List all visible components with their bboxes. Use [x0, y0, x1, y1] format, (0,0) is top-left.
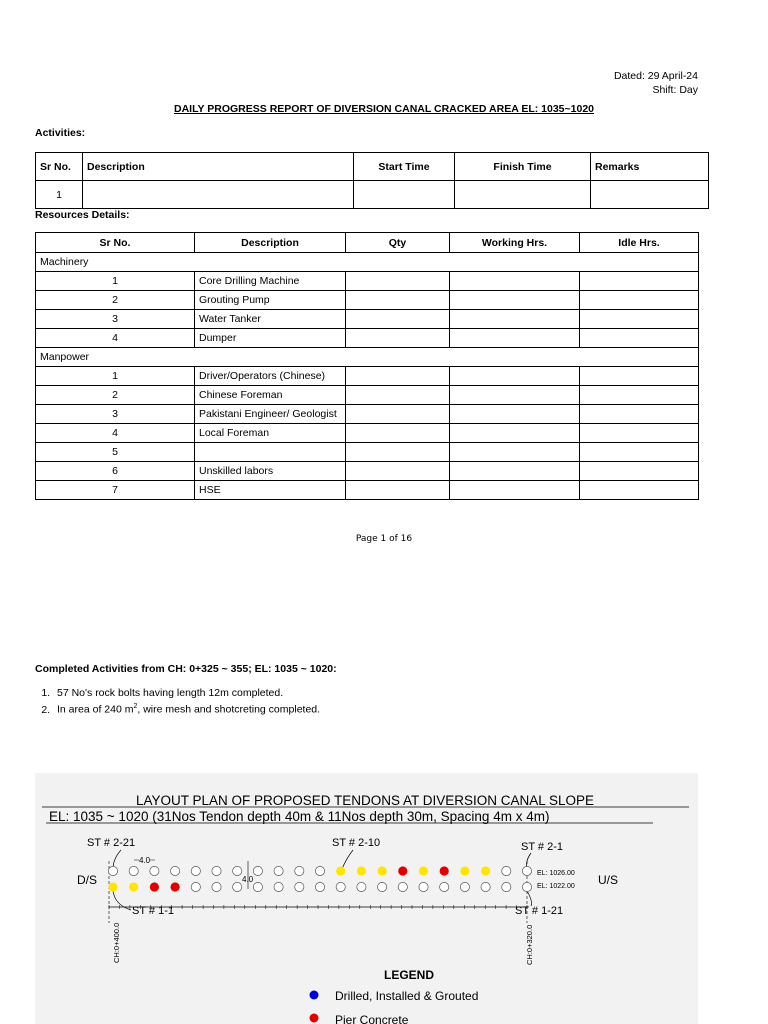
tendon-bottom-6: [212, 882, 221, 891]
tendon-row-bottom: [108, 882, 531, 891]
report-title: [0, 103, 768, 115]
list-item: [53, 700, 320, 717]
tendon-bottom-1: [108, 882, 117, 891]
activity-start: [354, 181, 455, 209]
tendon-top-1: [108, 866, 117, 875]
tendon-bottom-8: [253, 882, 262, 891]
resources-header-row: [36, 233, 699, 253]
resource-sr: 6: [36, 462, 195, 481]
tendon-bottom-9: [274, 882, 283, 891]
page-number: Page 1 of 16: [355, 534, 413, 544]
manpower-section-row: [36, 348, 699, 367]
col-sr-no: Sr No.: [36, 233, 195, 253]
label-st-1-1: ST # 1-1: [132, 905, 174, 917]
label-el-top: EL: 1026.00: [537, 870, 575, 877]
tendon-bottom-3: [150, 882, 159, 891]
report-date-block: [614, 69, 698, 97]
col-idle-hrs: Idle Hrs.: [580, 233, 699, 253]
col-working-hrs: Working Hrs.: [450, 233, 580, 253]
label-us: U/S: [598, 873, 619, 887]
label-st-1-21: ST # 1-21: [515, 905, 564, 917]
resource-sr: 5: [36, 443, 195, 462]
tendon-top-8: [253, 866, 262, 875]
resource-description: Unskilled labors: [195, 462, 346, 481]
resource-description: Driver/Operators (Chinese): [195, 367, 346, 386]
col-remarks: Remarks: [591, 153, 709, 181]
spacing-h-label: 4.0: [139, 856, 151, 865]
chainage-right-label: CH:0+320.0: [525, 924, 534, 965]
table-row: [36, 386, 699, 405]
area-text: In area of 240 m: [57, 703, 134, 716]
activity-sr: 1: [36, 181, 83, 209]
resource-sr: 1: [36, 272, 195, 291]
activity-remarks: [591, 181, 709, 209]
label-st-2-10: ST # 2-10: [332, 837, 381, 849]
tendon-bottom-4: [171, 882, 180, 891]
leader-line: [527, 891, 532, 906]
tendon-top-9: [274, 866, 283, 875]
legend-red-dot: [310, 1014, 319, 1023]
resource-sr: 3: [36, 310, 195, 329]
resource-description: [195, 443, 346, 462]
tendon-bottom-7: [233, 882, 242, 891]
tendon-top-18: [460, 866, 469, 875]
col-description: Description: [195, 233, 346, 253]
tendon-top-12: [336, 866, 345, 875]
plan-title-line1: LAYOUT PLAN OF PROPOSED TENDONS AT DIVERSION CANAL SLOPE: [135, 793, 595, 808]
activities-header-row: [36, 153, 709, 181]
resource-description: Local Foreman: [195, 424, 346, 443]
activities-label: Activities:: [35, 127, 86, 139]
table-row: [36, 329, 699, 348]
tendon-bottom-15: [398, 882, 407, 891]
chainage-left-label: CH:0+400.0: [112, 922, 121, 963]
spacing-v-label: 4.0: [242, 875, 254, 884]
tendon-top-14: [378, 866, 387, 875]
tendon-top-15: [398, 866, 407, 875]
leader-line: [113, 850, 121, 869]
resource-description: Chinese Foreman: [195, 386, 346, 405]
tendon-top-19: [481, 866, 490, 875]
tendon-bottom-14: [378, 882, 387, 891]
tendon-top-20: [502, 866, 511, 875]
list-item: 1. 57 No's rock bolts having length 12m completed.: [53, 686, 320, 700]
tendon-bottom-18: [460, 882, 469, 891]
resource-sr: 4: [36, 424, 195, 443]
activity-finish: [455, 181, 591, 209]
table-row: [36, 443, 699, 462]
legend-blue-dot: [310, 991, 319, 1000]
manpower-label: Manpower: [36, 348, 699, 367]
resource-sr: 4: [36, 329, 195, 348]
table-row: [36, 181, 709, 209]
resources-label: Resources Details:: [35, 209, 130, 221]
legend-blue-label: Drilled, Installed & Grouted: [335, 989, 479, 1003]
col-description: Description: [83, 153, 354, 181]
tendon-bottom-11: [315, 882, 324, 891]
tendon-bottom-5: [191, 882, 200, 891]
tendon-bottom-2: [129, 882, 138, 891]
resource-sr: 2: [36, 291, 195, 310]
machinery-label: Machinery: [36, 253, 699, 272]
tendon-bottom-12: [336, 882, 345, 891]
resource-sr: 2: [36, 386, 195, 405]
tendon-bottom-17: [440, 882, 449, 891]
tendon-top-16: [419, 866, 428, 875]
tendon-top-10: [295, 866, 304, 875]
col-start-time: Start Time: [354, 153, 455, 181]
label-st-2-21: ST # 2-21: [87, 837, 136, 849]
resource-description: Core Drilling Machine: [195, 272, 346, 291]
tendon-bottom-21: [522, 882, 531, 891]
tendon-top-17: [440, 866, 449, 875]
chainage-ticks: [109, 905, 527, 909]
report-title-text: DAILY PROGRESS REPORT OF DIVERSION CANAL CRACKED AREA EL: 1035~1020: [174, 103, 594, 115]
legend-red-label: Pier Concrete: [335, 1013, 409, 1024]
resource-sr: 1: [36, 367, 195, 386]
tendon-top-3: [150, 866, 159, 875]
report-date: Dated: 29 April-24: [613, 70, 698, 82]
col-finish-time: Finish Time: [455, 153, 591, 181]
activity-description: [83, 181, 354, 209]
tendon-bottom-19: [481, 882, 490, 891]
leader-line: [342, 850, 353, 869]
label-el-bottom: EL: 1022.00: [537, 883, 575, 890]
completed-heading: Completed Activities from CH: 0+325 ~ 355; EL: 1035 ~ 1020:: [35, 663, 337, 675]
resource-description: Water Tanker: [195, 310, 346, 329]
tendon-layout-plan: [35, 773, 698, 1024]
resource-description: Grouting Pump: [195, 291, 346, 310]
legend-title: LEGEND: [384, 968, 435, 982]
resource-sr: 3: [36, 405, 195, 424]
col-sr-no: Sr No.: [36, 153, 83, 181]
completed-list: [35, 686, 320, 717]
area-text-rest: , wire mesh and shotcreting completed.: [137, 703, 321, 716]
resource-description: Dumper: [195, 329, 346, 348]
tendon-row-top: [108, 866, 531, 875]
tendon-top-13: [357, 866, 366, 875]
tendon-top-4: [171, 866, 180, 875]
resources-table: [35, 232, 699, 500]
tendon-top-6: [212, 866, 221, 875]
tendon-bottom-20: [502, 882, 511, 891]
plan-title-line2: EL: 1035 ~ 1020 (31Nos Tendon depth 40m & 11Nos depth 30m, Spacing 4m x 4m): [49, 809, 550, 824]
tendon-bottom-13: [357, 882, 366, 891]
tendon-top-5: [191, 866, 200, 875]
resource-description: HSE: [195, 481, 346, 500]
resource-description: Pakistani Engineer/ Geologist: [195, 405, 346, 424]
table-row: [36, 367, 699, 386]
area-superscript: 2: [133, 703, 138, 710]
layout-plan-drawing: [35, 773, 698, 1024]
table-row: [36, 291, 699, 310]
resource-sr: 7: [36, 481, 195, 500]
table-row: [36, 310, 699, 329]
label-st-2-1: ST # 2-1: [521, 841, 563, 853]
table-row: [36, 424, 699, 443]
report-shift: Shift: Day: [652, 84, 698, 96]
tendon-top-21: [522, 866, 531, 875]
tendon-top-11: [315, 866, 324, 875]
table-row: [36, 481, 699, 500]
tendon-top-2: [129, 866, 138, 875]
col-qty: Qty: [346, 233, 450, 253]
machinery-section-row: [36, 253, 699, 272]
tendon-top-7: [233, 866, 242, 875]
activities-table: [35, 152, 709, 209]
label-ds: D/S: [77, 873, 98, 887]
table-row: [36, 462, 699, 481]
tendon-bottom-10: [295, 882, 304, 891]
table-row: [36, 405, 699, 424]
tendon-bottom-16: [419, 882, 428, 891]
table-row: [36, 272, 699, 291]
